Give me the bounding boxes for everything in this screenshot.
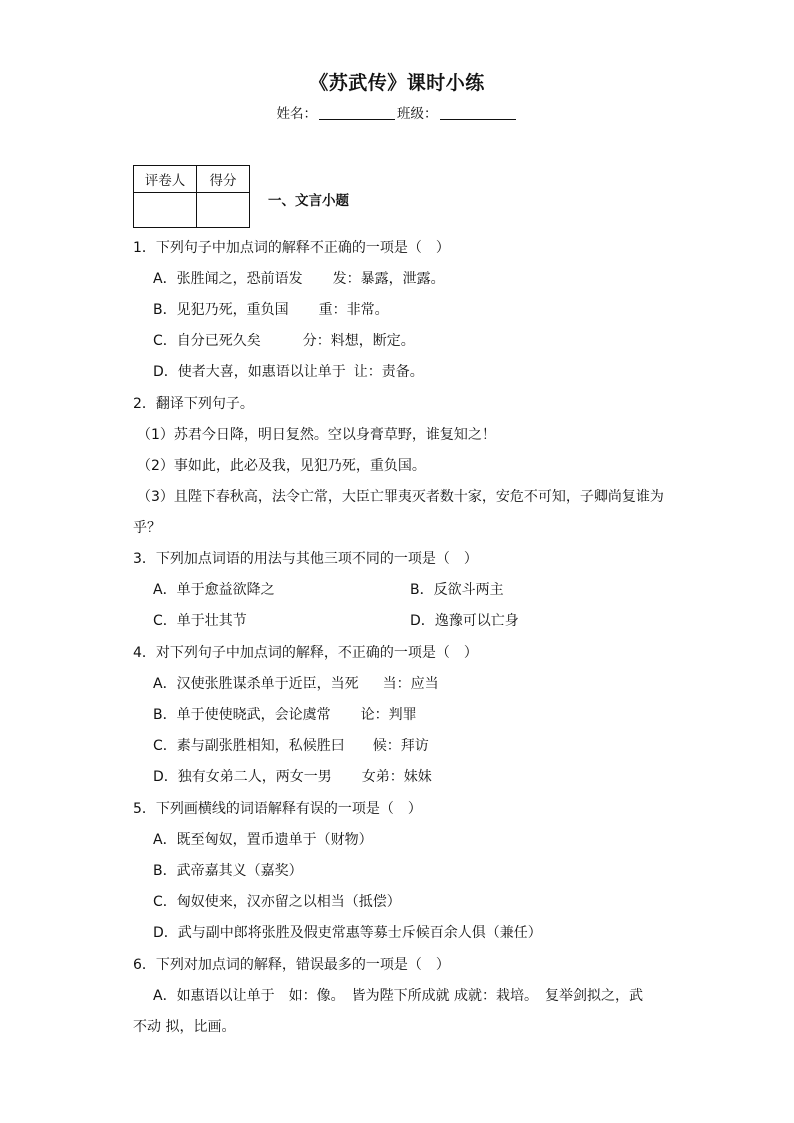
q5-stem: 5．下列画横线的词语解释有误的一项是（ ） — [133, 801, 422, 817]
q2-sentence-1: （1）苏君今日降，明日复然。空以身膏草野，谁复知之！ — [137, 427, 496, 443]
q1-c-text: C．自分已死久矣 — [153, 333, 261, 349]
score-header: 得分 — [197, 166, 250, 193]
q4-a-def: 当：应当 — [382, 676, 439, 692]
q4-option-d — [153, 766, 432, 786]
class-label: 班级： — [397, 106, 438, 122]
score-cell — [197, 193, 250, 228]
q2-sentence-3: （3）且陛下春秋高，法令亡常，大臣亡罪夷灭者数十家，安危不可知，子卿尚复谁为 — [137, 489, 664, 505]
q2-sentence-2: （2）事如此，此必及我，见犯乃死，重负国。 — [137, 458, 426, 474]
q1-d-def: 让：责备。 — [353, 364, 424, 380]
document-title: 《苏武传》课时小练 — [309, 72, 485, 94]
q5-option-a: A．既至匈奴，置币遗单于（财物） — [153, 832, 373, 848]
q4-option-c — [153, 735, 429, 755]
q4-b-text: B．单于使使晓武，会论虞常 — [153, 707, 331, 723]
name-label: 姓名： — [276, 106, 317, 122]
q6-option-a-line2: 不动 拟，比画。 — [133, 1019, 236, 1035]
q1-option-a — [153, 268, 445, 288]
q4-option-a — [153, 673, 439, 693]
class-blank — [440, 105, 516, 120]
q5-option-d: D．武与副中郎将张胜及假吏常惠等募士斥候百余人俱（兼任） — [153, 925, 542, 941]
q1-option-b — [153, 299, 389, 319]
q4-c-def: 候：拜访 — [372, 738, 429, 754]
q3-option-c: C．单于壮其节 — [153, 613, 247, 629]
q1-b-text: B．见犯乃死，重负国 — [153, 302, 289, 318]
q4-option-b — [153, 704, 417, 724]
q3-option-d: D．逸豫可以亡身 — [410, 613, 519, 629]
q1-a-text: A．张胜闻之，恐前语发 — [153, 271, 303, 287]
q3-option-a: A．单于愈益欲降之 — [153, 582, 275, 598]
q2-sentence-3-cont: 乎？ — [133, 520, 161, 536]
section-heading: 一、文言小题 — [268, 193, 349, 209]
q1-a-def: 发：暴露，泄露。 — [332, 271, 445, 287]
score-table — [133, 165, 250, 228]
q4-c-text: C．素与副张胜相知，私候胜曰 — [153, 738, 345, 754]
q1-option-c — [153, 330, 415, 350]
q6-option-a-line1: A．如惠语以让单于 如：像。 皆为陛下所成就 成就：栽培。 复举剑拟之，武 — [153, 988, 644, 1004]
q1-stem: 1．下列句子中加点词的解释不正确的一项是（ ） — [133, 240, 450, 256]
q1-b-def: 重：非常。 — [318, 302, 389, 318]
name-blank — [319, 105, 395, 120]
q4-b-def: 论：判罪 — [360, 707, 417, 723]
q3-stem: 3．下列加点词语的用法与其他三项不同的一项是（ ） — [133, 551, 478, 567]
q6-stem: 6．下列对加点词的解释，错误最多的一项是（ ） — [133, 957, 450, 973]
q5-option-b: B．武帝嘉其义（嘉奖） — [153, 863, 303, 879]
grader-cell — [134, 193, 197, 228]
q4-a-text: A．汉使张胜谋杀单于近臣，当死 — [153, 676, 359, 692]
q2-stem: 2．翻译下列句子。 — [133, 396, 254, 412]
q1-option-d — [153, 361, 424, 381]
q4-d-text: D．独有女弟二人，两女一男 — [153, 769, 332, 785]
q4-d-def: 女弟：妹妹 — [361, 769, 432, 785]
grader-header: 评卷人 — [134, 166, 197, 193]
student-info-line — [0, 102, 794, 122]
q3-option-b: B．反欲斗两主 — [410, 582, 504, 598]
q5-option-c: C．匈奴使来，汉亦留之以相当（抵偿） — [153, 894, 401, 910]
q1-d-text: D．使者大喜，如惠语以让单于 — [153, 364, 346, 380]
q1-c-def: 分：料想，断定。 — [302, 333, 415, 349]
q4-stem: 4．对下列句子中加点词的解释，不正确的一项是（ ） — [133, 645, 478, 661]
